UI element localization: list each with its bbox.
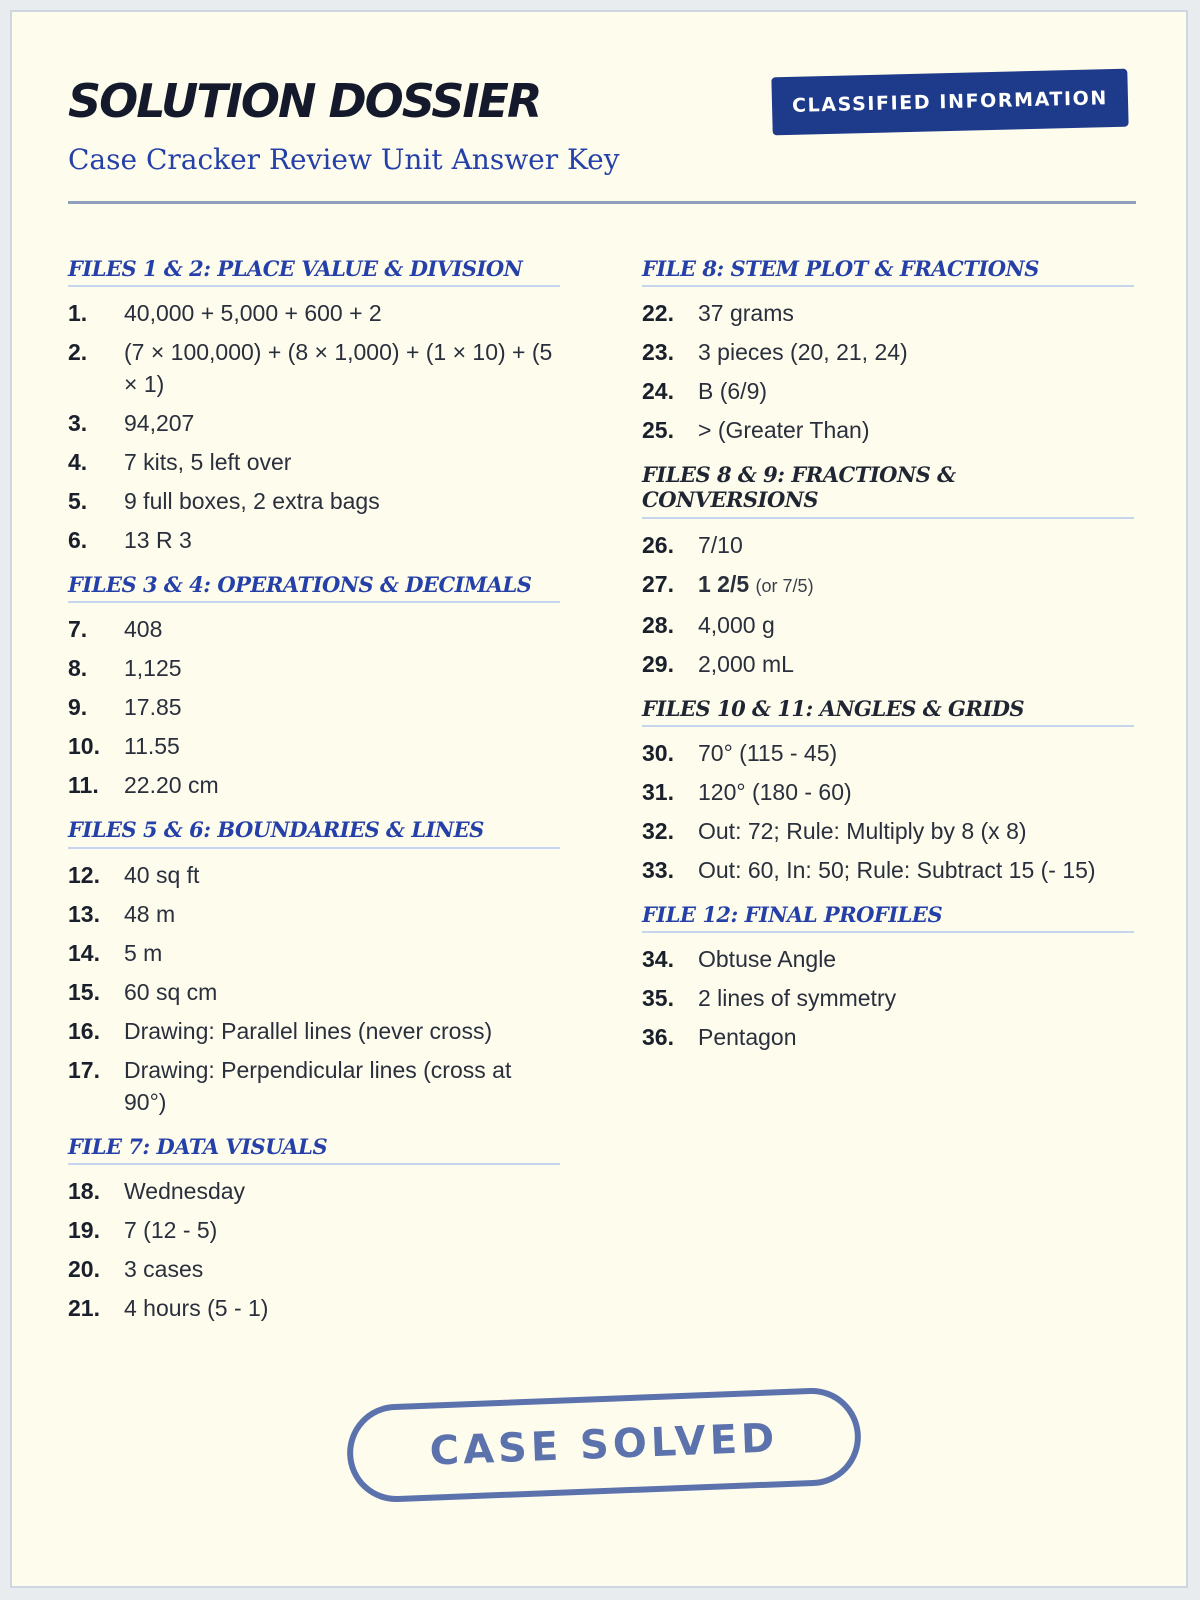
answer-number: 5. — [68, 488, 88, 515]
answer-number: 29. — [642, 650, 674, 677]
answer-text: 11.55 — [124, 733, 180, 760]
answer-item — [68, 937, 560, 969]
answer-item — [68, 898, 560, 930]
answer-number: 36. — [642, 1023, 674, 1050]
answer-item — [68, 730, 560, 762]
answer-item — [68, 859, 560, 891]
answer-item — [68, 613, 560, 645]
answer-item — [68, 1214, 560, 1246]
answer-number: 31. — [642, 778, 674, 805]
answer-text: 17.85 — [124, 694, 182, 721]
answer-number: 25. — [642, 417, 674, 444]
answer-number: 18. — [68, 1177, 100, 1204]
answer-text: 5 m — [124, 939, 163, 966]
answer-item — [642, 336, 1134, 368]
answer-number: 23. — [642, 339, 674, 366]
answer-number: 34. — [642, 945, 674, 972]
section-files-3-4 — [68, 572, 560, 801]
answer-item — [68, 485, 560, 517]
answer-text: Out: 60, In: 50; Rule: Subtract 15 (- 15) — [698, 856, 1096, 883]
answer-text: 7/10 — [698, 531, 743, 558]
answer-item — [68, 1015, 560, 1047]
answer-number: 20. — [68, 1255, 100, 1282]
answer-item — [68, 1175, 560, 1207]
answer-text: 40,000 + 5,000 + 600 + 2 — [124, 300, 382, 327]
answer-text: Drawing: Parallel lines (never cross) — [124, 1017, 493, 1044]
section-files-5-6 — [68, 817, 560, 1117]
section-title: FILE 8: STEM PLOT & FRACTIONS — [642, 256, 1134, 287]
answer-item — [642, 375, 1134, 407]
answer-text: > (Greater Than) — [698, 417, 870, 444]
answer-number: 2. — [68, 339, 88, 366]
answer-number: 4. — [68, 449, 88, 476]
answer-text: 37 grams — [698, 300, 794, 327]
answer-item — [68, 691, 560, 723]
section-title: FILES 8 & 9: FRACTIONS & CONVERSIONS — [642, 462, 1134, 518]
right-column — [642, 256, 1134, 1069]
answer-item — [68, 1292, 560, 1324]
answer-number: 9. — [68, 694, 88, 721]
answer-text: 40 sq ft — [124, 861, 200, 888]
answer-number: 1. — [68, 300, 88, 327]
answer-note: (or 7/5) — [755, 575, 814, 596]
answer-text: 4,000 g — [698, 611, 775, 638]
answer-number: 24. — [642, 378, 674, 405]
answer-text: Obtuse Angle — [698, 945, 837, 972]
answer-text: 2,000 mL — [698, 650, 794, 677]
answer-text: 408 — [124, 616, 163, 643]
answer-text: 94,207 — [124, 410, 195, 437]
answer-number: 10. — [68, 733, 100, 760]
section-title: FILES 5 & 6: BOUNDARIES & LINES — [68, 817, 560, 848]
answer-item — [642, 1021, 1134, 1053]
answer-item — [68, 407, 560, 439]
answer-number: 27. — [642, 570, 674, 597]
answer-item — [68, 336, 560, 400]
answer-item — [68, 1054, 560, 1118]
answer-number: 11. — [68, 772, 99, 799]
section-file-12 — [642, 902, 1134, 1053]
answer-text: 2 lines of symmetry — [698, 984, 897, 1011]
answer-text: 7 (12 - 5) — [124, 1216, 218, 1243]
answer-number: 15. — [68, 978, 100, 1005]
section-files-10-11 — [642, 696, 1134, 886]
answer-item — [642, 568, 1134, 602]
answer-number: 21. — [68, 1294, 100, 1321]
answer-number: 8. — [68, 655, 88, 682]
section-file-8 — [642, 256, 1134, 446]
answer-text: 4 hours (5 - 1) — [124, 1294, 269, 1321]
answer-number: 3. — [68, 410, 88, 437]
answer-item — [68, 1253, 560, 1285]
page-subtitle: Case Cracker Review Unit Answer Key — [68, 143, 620, 176]
case-solved-stamp: CASE SOLVED — [345, 1386, 862, 1504]
section-title: FILES 3 & 4: OPERATIONS & DECIMALS — [68, 572, 560, 603]
answer-text: 48 m — [124, 900, 176, 927]
answer-number: 12. — [68, 861, 100, 888]
section-files-8-9 — [642, 462, 1134, 679]
answer-number: 22. — [642, 300, 674, 327]
answer-text: 60 sq cm — [124, 978, 218, 1005]
section-files-1-2 — [68, 256, 560, 556]
answer-number: 28. — [642, 611, 674, 638]
answer-main: 1 2/5 — [698, 570, 750, 597]
answer-item — [68, 652, 560, 684]
answer-text: 3 pieces (20, 21, 24) — [698, 339, 908, 366]
answer-text: 70° (115 - 45) — [698, 739, 838, 766]
answer-text — [698, 568, 814, 602]
answer-number: 7. — [68, 616, 88, 643]
section-file-7 — [68, 1134, 560, 1324]
answer-text: 1,125 — [124, 655, 182, 682]
answer-text: Pentagon — [698, 1023, 797, 1050]
answer-item — [642, 609, 1134, 641]
answer-number: 19. — [68, 1216, 100, 1243]
answer-item — [642, 854, 1134, 886]
answer-item — [642, 982, 1134, 1014]
answer-item — [642, 297, 1134, 329]
left-column — [68, 256, 560, 1340]
answer-text: 9 full boxes, 2 extra bags — [124, 488, 380, 515]
answer-text: 13 R 3 — [124, 527, 192, 554]
answer-item — [642, 943, 1134, 975]
answer-item — [642, 776, 1134, 808]
answer-text: Drawing: Perpendicular lines (cross at 90°) — [124, 1056, 512, 1115]
answer-key-sheet — [10, 10, 1188, 1588]
section-title: FILE 7: DATA VISUALS — [68, 1134, 560, 1165]
answer-number: 35. — [642, 984, 674, 1011]
answer-number: 16. — [68, 1017, 100, 1044]
answer-number: 30. — [642, 739, 674, 766]
section-title: FILES 1 & 2: PLACE VALUE & DIVISION — [68, 256, 560, 287]
answer-text: 120° (180 - 60) — [698, 778, 852, 805]
section-title: FILES 10 & 11: ANGLES & GRIDS — [642, 696, 1134, 727]
classified-badge: CLASSIFIED INFORMATION — [771, 69, 1128, 136]
answer-item — [642, 648, 1134, 680]
answer-number: 6. — [68, 527, 88, 554]
answer-item — [68, 769, 560, 801]
answer-text: 3 cases — [124, 1255, 204, 1282]
answer-text: 22.20 cm — [124, 772, 219, 799]
answer-text: Out: 72; Rule: Multiply by 8 (x 8) — [698, 817, 1027, 844]
answer-text: (7 × 100,000) + (8 × 1,000) + (1 × 10) + (5 × 1) — [124, 339, 553, 398]
answer-item — [642, 815, 1134, 847]
answer-number: 14. — [68, 939, 100, 966]
answer-item — [68, 524, 560, 556]
answer-item — [642, 414, 1134, 446]
answer-item — [68, 297, 560, 329]
answer-number: 17. — [68, 1056, 100, 1083]
header-divider — [68, 201, 1136, 204]
answer-text: B (6/9) — [698, 378, 768, 405]
answer-text: Wednesday — [124, 1177, 246, 1204]
answer-item — [68, 976, 560, 1008]
section-title: FILE 12: FINAL PROFILES — [642, 902, 1134, 933]
answer-number: 26. — [642, 531, 674, 558]
answer-number: 13. — [68, 900, 100, 927]
answer-item — [68, 446, 560, 478]
page-title: SOLUTION DOSSIER — [68, 74, 541, 128]
answer-number: 33. — [642, 856, 674, 883]
answer-item — [642, 529, 1134, 561]
answer-number: 32. — [642, 817, 674, 844]
answer-item — [642, 737, 1134, 769]
answer-text: 7 kits, 5 left over — [124, 449, 292, 476]
